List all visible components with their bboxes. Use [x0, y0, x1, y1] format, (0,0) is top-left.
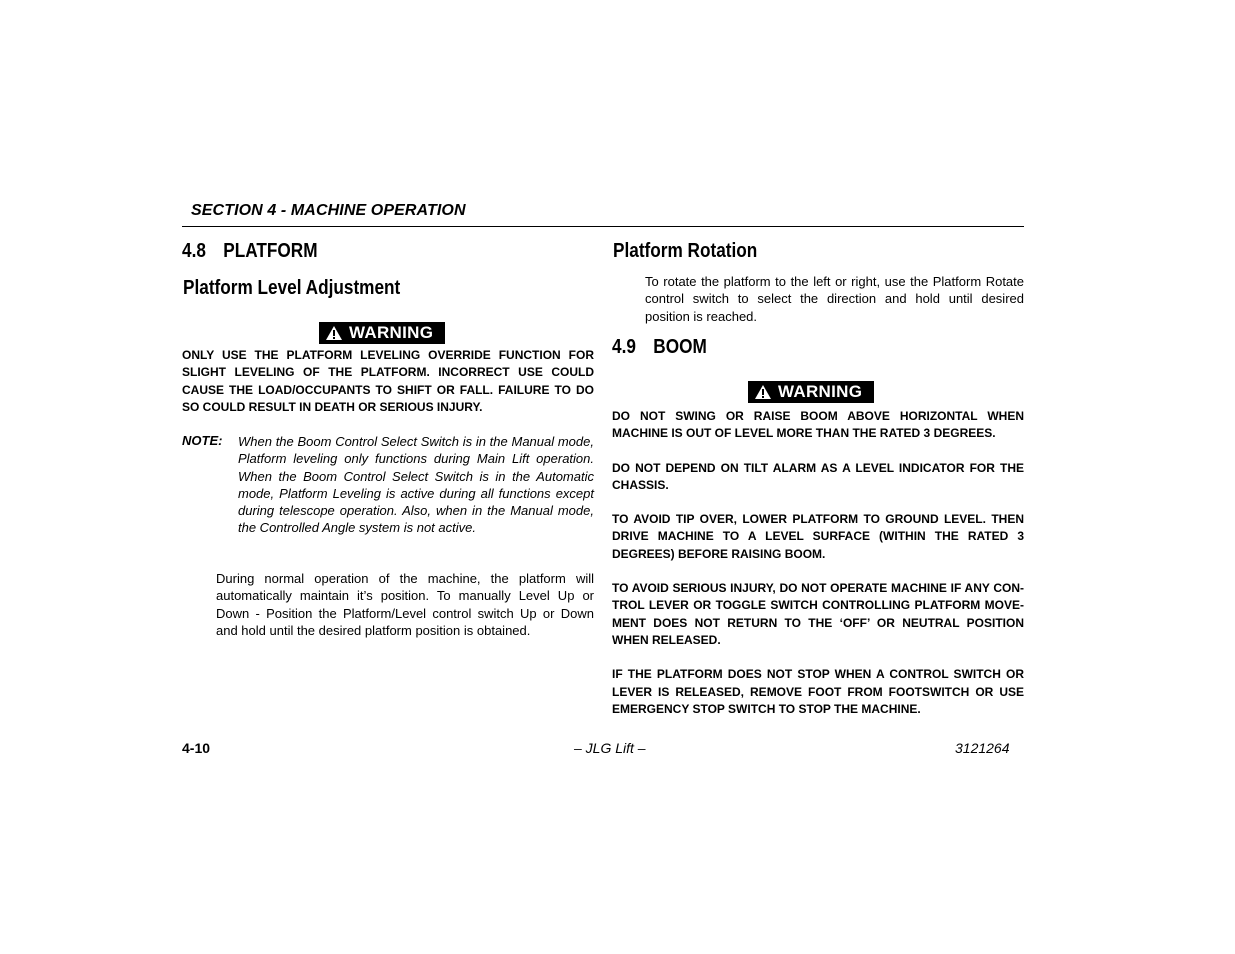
section-title: BOOM	[653, 336, 707, 358]
section-heading-platform	[182, 240, 340, 263]
section-number: 4.8	[182, 240, 206, 262]
warning-badge	[319, 322, 445, 344]
rotation-paragraph: To rotate the platform to the left or right, use the Platform Rotate control switch to select the direction and hold until desired position is reached.	[645, 274, 1024, 324]
warning-text	[182, 347, 594, 416]
footer-center: – JLG Lift –	[574, 740, 646, 756]
body-paragraph: During normal operation of the machine, the platform will automatically maintain it’s position. To manually Level Up or Down - Position the Platform/Level control switch Up or Down and hold until the desired platform position is obtained.	[216, 571, 594, 639]
warning-paragraph: IF THE PLATFORM DOES NOT STOP WHEN A CONTROL SWITCH OR LEVER IS RELEASED, REMOVE FOOT FROM FOOTSWITCH OR USE EMERGENCY STOP SWITCH TO STOP THE MACHINE.	[612, 667, 1024, 716]
warning-paragraph: TO AVOID TIP OVER, LOWER PLATFORM TO GROUND LEVEL. THEN DRIVE MACHINE TO A LEVEL SURFACE (WITHIN THE RATED 3 DEGREES) BEFORE RAISING BOOM.	[612, 512, 1024, 561]
subsection-heading	[183, 277, 436, 300]
warning-triangle-icon	[754, 384, 772, 400]
section-title: PLATFORM	[223, 240, 318, 262]
header-divider	[182, 226, 1024, 227]
page-number: 4-10	[182, 740, 211, 756]
warning-badge	[748, 381, 874, 403]
note-label: NOTE:	[182, 433, 223, 448]
section-heading-boom	[612, 336, 722, 359]
document-number: 3121264	[955, 740, 1010, 756]
subsection-title: Platform Level Adjustment	[183, 277, 401, 299]
rotation-title: Platform Rotation	[613, 240, 758, 262]
section-header: SECTION 4 - MACHINE OPERATION	[191, 202, 466, 219]
warning-paragraph: DO NOT SWING OR RAISE BOOM ABOVE HORIZONTAL WHEN MACHINE IS OUT OF LEVEL MORE THAN THE RATED 3 DEGREES.	[612, 409, 1024, 441]
warning-triangle-icon	[325, 325, 343, 341]
warning-paragraph: DO NOT DEPEND ON TILT ALARM AS A LEVEL INDICATOR FOR THE CHASSIS.	[612, 460, 1024, 492]
boom-warnings	[612, 408, 1024, 718]
section-number: 4.9	[612, 336, 636, 358]
warning-label: WARNING	[349, 323, 434, 342]
warning-paragraph: ONLY USE THE PLATFORM LEVELING OVERRIDE FUNCTION FOR SLIGHT LEVELING OF THE PLATFORM. INCORRECT USE COULD CAUSE THE LOAD/OCCUPANTS TO SHIFT OR FALL. FAILURE TO DO SO COULD RESULT IN DEATH OR SERIOUS INJURY.	[182, 348, 594, 414]
warning-label: WARNING	[778, 382, 863, 401]
warning-paragraph: TO AVOID SERIOUS INJURY, DO NOT OPERATE MACHINE IF ANY CON-TROL LEVER OR TOGGLE SWITCH CONTROLLING PLATFORM MOVE-MENT DOES NOT RETURN TO THE ‘OFF’ OR NEUTRAL POSITION WHEN RELEASED.	[612, 581, 1024, 647]
subsection-heading-rotation	[613, 240, 781, 263]
note-text: When the Boom Control Select Switch is in the Manual mode, Platform leveling only functions during Main Lift operation. When the Boom Control Select Switch is in the Automatic mode, Platform Leveling is active during all functions except during telescope operation. Also, when in the Manual mode, the Controlled Angle system is not active.	[238, 434, 594, 536]
